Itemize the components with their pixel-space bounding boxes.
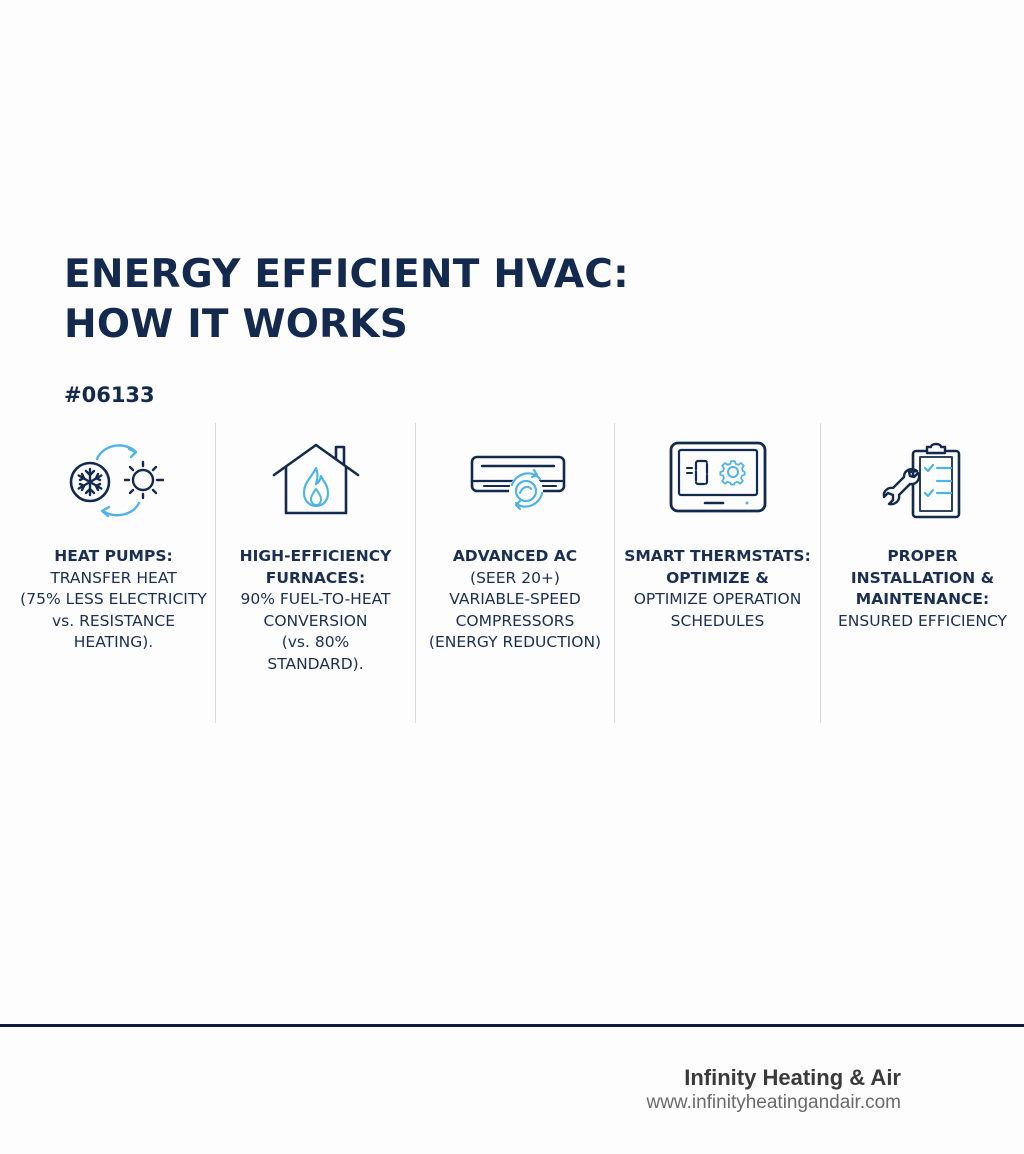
reference-code: #06133	[64, 383, 155, 407]
feature-body	[216, 589, 415, 675]
title-line-1: ENERGY EFFICIENT HVAC:	[64, 252, 629, 297]
body-line: CONVERSION	[263, 611, 368, 630]
body-line: (75% LESS ELECTRICITY	[20, 590, 207, 608]
feature-text	[12, 546, 215, 654]
feature-body	[416, 568, 614, 654]
feature-heading	[416, 546, 614, 568]
feature-text	[821, 546, 1024, 632]
feature-heading	[216, 546, 415, 589]
heading-line: FURNACES:	[265, 568, 366, 587]
smart-thermostat-icon	[615, 430, 820, 530]
house-flame-icon	[216, 430, 415, 530]
feature-smart-thermostats	[615, 430, 820, 632]
body-line: STANDARD).	[267, 654, 364, 673]
feature-text	[416, 546, 614, 654]
heading-line: HEAT PUMPS:	[54, 547, 173, 565]
clipboard-wrench-icon	[821, 430, 1024, 530]
body-line: 90% FUEL-TO-HEAT	[240, 590, 391, 608]
feature-body	[821, 611, 1024, 633]
feature-heat-pumps	[12, 430, 215, 654]
heading-line: INSTALLATION &	[850, 568, 995, 587]
body-line: (ENERGY REDUCTION)	[428, 633, 602, 651]
footer-divider	[0, 1024, 1024, 1027]
feature-high-efficiency-furnaces	[216, 430, 415, 675]
heading-line: ADVANCED AC	[452, 547, 578, 565]
feature-advanced-ac	[416, 430, 614, 654]
feature-installation-maintenance	[821, 430, 1024, 632]
brand-name: Infinity Heating & Air	[684, 1065, 901, 1090]
body-line: (vs. 80%	[281, 633, 350, 651]
brand-url[interactable]: www.infinityheatingandair.com	[646, 1092, 901, 1113]
body-line: TRANSFER HEAT	[50, 568, 177, 587]
heading-line: PROPER	[887, 547, 958, 565]
title-line-2: HOW IT WORKS	[64, 302, 408, 347]
heading-line: OPTIMIZE &	[666, 568, 769, 587]
footer-brand	[646, 1064, 901, 1114]
heading-line: HIGH-EFFICIENCY	[239, 547, 392, 565]
feature-text	[216, 546, 415, 675]
feature-heading	[615, 546, 820, 589]
body-line: SCHEDULES	[670, 611, 765, 630]
heading-line: SMART THERMSTATS:	[624, 547, 811, 565]
feature-heading	[821, 546, 1024, 611]
body-line: (SEER 20+)	[470, 568, 560, 587]
body-line: HEATING).	[73, 633, 154, 651]
body-line: vs. RESISTANCE	[52, 611, 175, 630]
body-line: VARIABLE-SPEED	[449, 590, 581, 608]
heading-line: MAINTENANCE:	[855, 590, 990, 608]
body-line: OPTIMIZE OPERATION	[633, 590, 802, 608]
air-conditioner-icon	[416, 430, 614, 530]
page-title	[64, 250, 629, 350]
feature-body	[615, 589, 820, 632]
heat-pump-snowflake-sun-icon	[12, 430, 215, 530]
feature-body	[12, 568, 215, 654]
feature-text	[615, 546, 820, 632]
body-line: ENSURED EFFICIENCY	[838, 611, 1007, 630]
body-line: COMPRESSORS	[455, 611, 575, 630]
feature-heading	[12, 546, 215, 568]
